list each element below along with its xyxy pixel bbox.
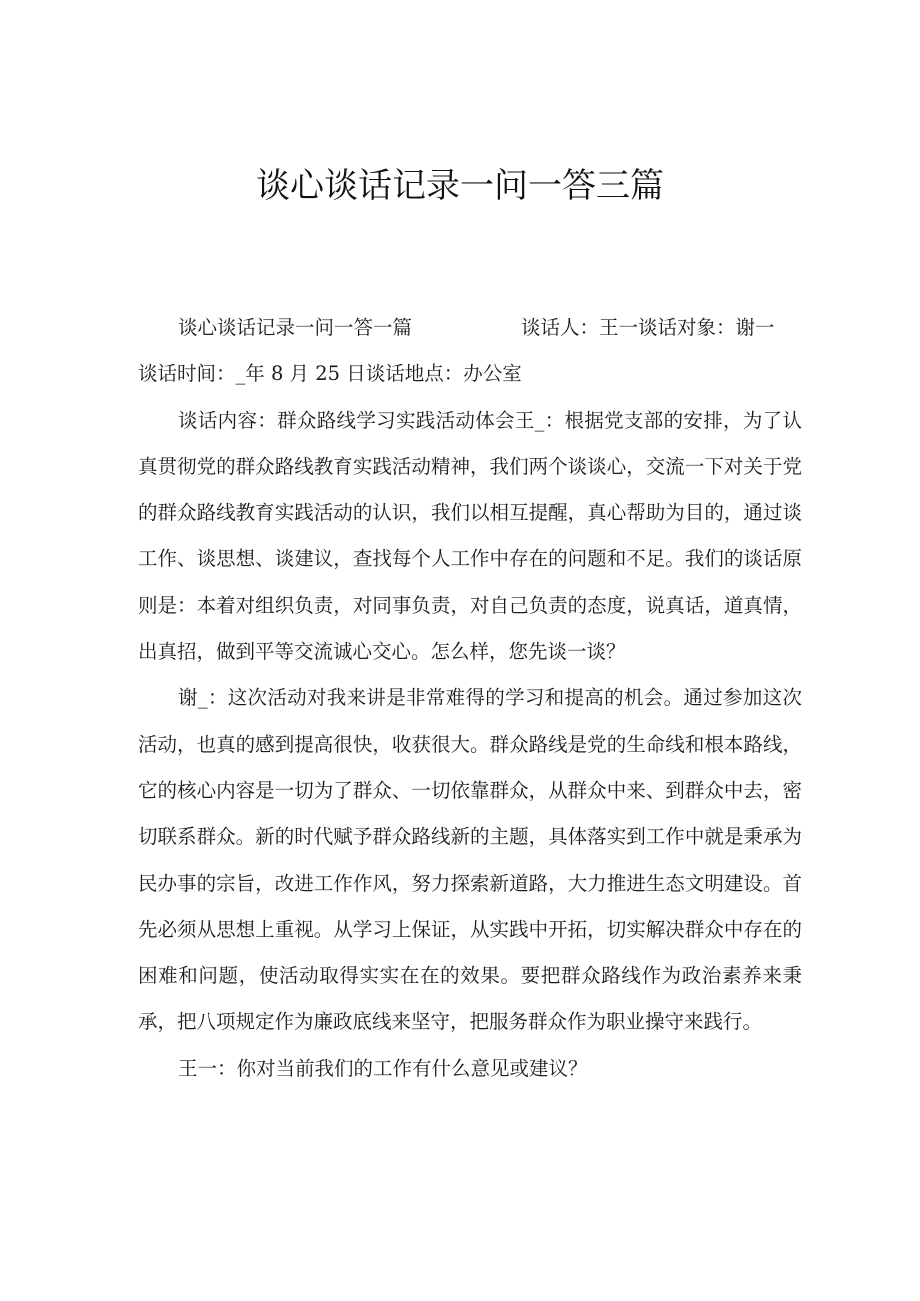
- paragraph-1: 谈话内容：群众路线学习实践活动体会王_：根据党支部的安排，为了认真贯彻党的群众路线教育实践活动精神，我们两个谈谈心，交流一下对关于党的群众路线教育实践活动的认识，我们以相互提醒，真心帮助为目的，通过谈工作、谈思想、谈建议，查找每个人工作中存在的问题和不足。我们的谈话原则是：本着对组织负责，对同事负责，对自己负责的态度，说真话，道真情，出真招，做到平等交流诚心交心。怎么样，您先谈一谈？: [138, 408, 802, 664]
- header-line-2: 谈话时间：_年 8 月 25 日谈话地点：办公室: [138, 362, 522, 386]
- paragraph-2: 谢_：这次活动对我来讲是非常难得的学习和提高的机会。通过参加这次活动，也真的感到提高很快，收获很大。群众路线是党的生命线和根本路线，它的核心内容是一切为了群众、一切依靠群众，从群众中来、到群众中去，密切联系群众。新的时代赋予群众路线新的主题，具体落实到工作中就是秉承为民办事的宗旨，改进工作作风，努力探索新道路，大力推进生态文明建设。首先必须从思想上重视。从学习上保证，从实践中开拓，切实解决群众中存在的困难和问题，使活动取得实实在在的效果。要把群众路线作为政治素养来秉承，把八项规定作为廉政底线来坚守，把服务群众作为职业操守来践行。: [138, 686, 802, 1034]
- header-participants: 谈话人：王一谈话对象：谢一: [521, 316, 775, 339]
- header-line-1: [138, 305, 802, 351]
- document-body: [138, 305, 802, 1092]
- paragraph-3: 王一：你对当前我们的工作有什么意见或建议？: [178, 1056, 588, 1080]
- header-subtitle: 谈心谈话记录一问一答一篇: [178, 316, 413, 339]
- document-title: 谈心谈话记录一问一答三篇: [256, 166, 664, 206]
